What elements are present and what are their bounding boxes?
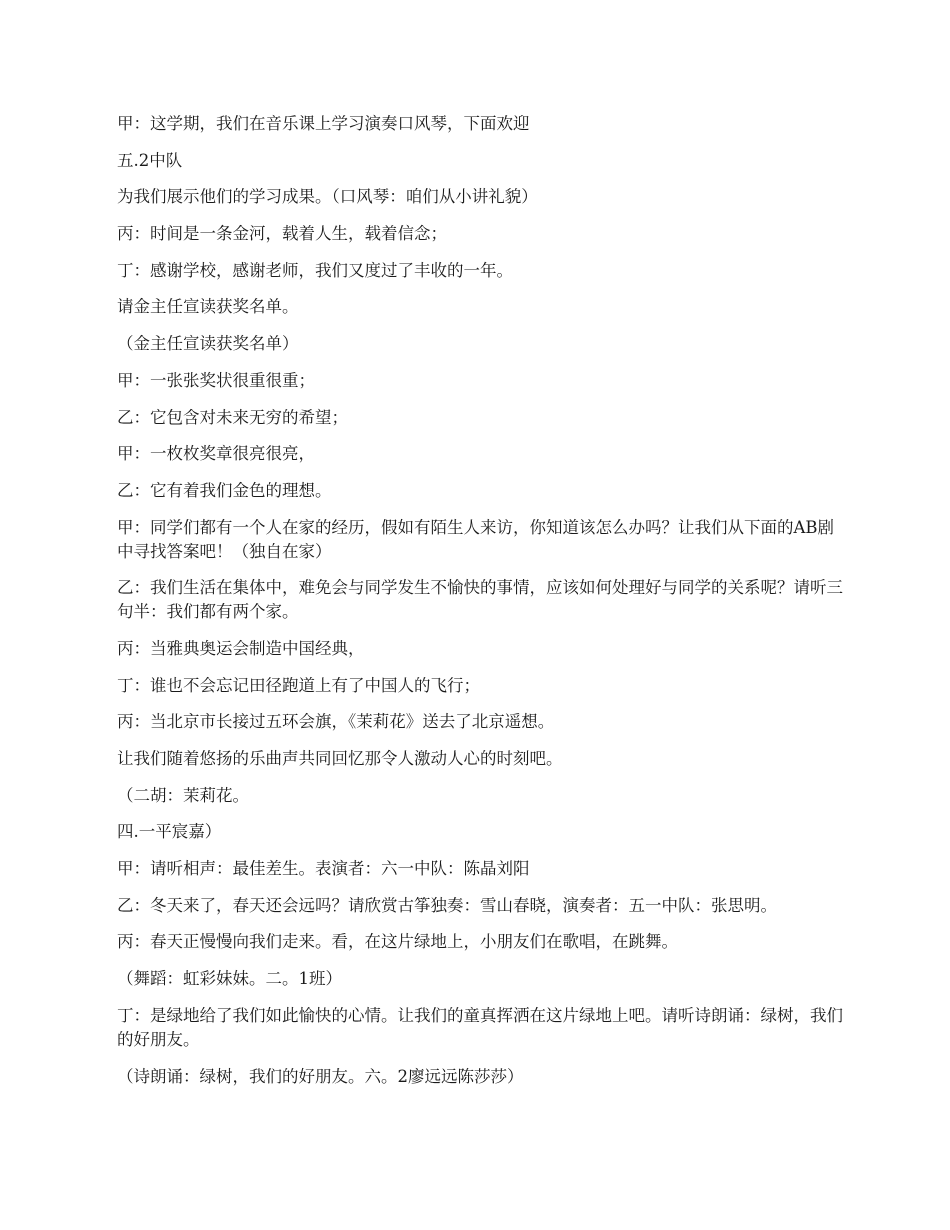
- paragraph-21: 乙：冬天来了，春天还会远吗？请欣赏古筝独奏：雪山春晓，演奏者：五一中队：张思明。: [117, 895, 777, 915]
- paragraph-1: 甲：这学期，我们在音乐课上学习演奏口风琴，下面欢迎: [117, 114, 530, 133]
- paragraph-22: 丙：春天正慢慢向我们走来。看，在这片绿地上，小朋友们在歌唱，在跳舞。: [117, 932, 678, 952]
- paragraph-9: 乙：它包含对未来无穷的希望；: [117, 407, 348, 427]
- document-body: [117, 112, 847, 1101]
- paragraph-13: 乙：我们生活在集体中，难免会与同学发生不愉快的事情，应该如何处理好与同学的关系呢？请听三句半：我们都有两个家。: [117, 578, 843, 622]
- paragraph-4: 丙：时间是一条金河，载着人生，载着信念；: [117, 224, 447, 244]
- paragraph-15: 丁：谁也不会忘记田径跑道上有了中国人的飞行；: [117, 675, 480, 695]
- paragraph-8: 甲：一张张奖状很重很重；: [117, 370, 315, 390]
- paragraph-24: 丁：是绿地给了我们如此愉快的心情。让我们的童真挥洒在这片绿地上吧。请听诗朗诵：绿树，我们的好朋友。: [117, 1005, 843, 1049]
- paragraph-6: 请金主任宣读获奖名单。: [117, 297, 299, 317]
- paragraph-5: 丁：感谢学校，感谢老师，我们又度过了丰收的一年。: [117, 260, 513, 280]
- paragraph-20: 甲：请听相声：最佳差生。表演者：六一中队：陈晶刘阳: [117, 859, 530, 879]
- paragraph-25: （诗朗诵：绿树，我们的好朋友。六。2廖远远陈莎莎）: [117, 1066, 524, 1086]
- paragraph-17: 让我们随着悠扬的乐曲声共同回忆那令人激动人心的时刻吧。: [117, 749, 563, 768]
- paragraph-19: 四.一平宸嘉）: [117, 822, 222, 842]
- paragraph-11: 乙：它有着我们金色的理想。: [117, 480, 332, 500]
- paragraph-18: （二胡：茉莉花。: [117, 785, 249, 805]
- paragraph-2: 五.2中队: [117, 150, 183, 170]
- paragraph-16: 丙：当北京市长接过五环会旗，《茉莉花》送去了北京遥想。: [117, 712, 555, 732]
- paragraph-7: （金主任宣读获奖名单）: [117, 334, 299, 354]
- paragraph-23: （舞蹈：虹彩妹妹。二。1班）: [117, 969, 342, 989]
- paragraph-3: 为我们展示他们的学习成果。（口风琴：咱们从小讲礼貌）: [117, 187, 538, 207]
- paragraph-14: 丙：当雅典奥运会制造中国经典，: [117, 638, 365, 658]
- paragraph-10: 甲：一枚枚奖章很亮很亮，: [117, 444, 315, 464]
- paragraph-12: 甲：同学们都有一个人在家的经历，假如有陌生人来访，你知道该怎么办吗？让我们从下面的AB剧中寻找答案吧！（独自在家）: [117, 517, 835, 561]
